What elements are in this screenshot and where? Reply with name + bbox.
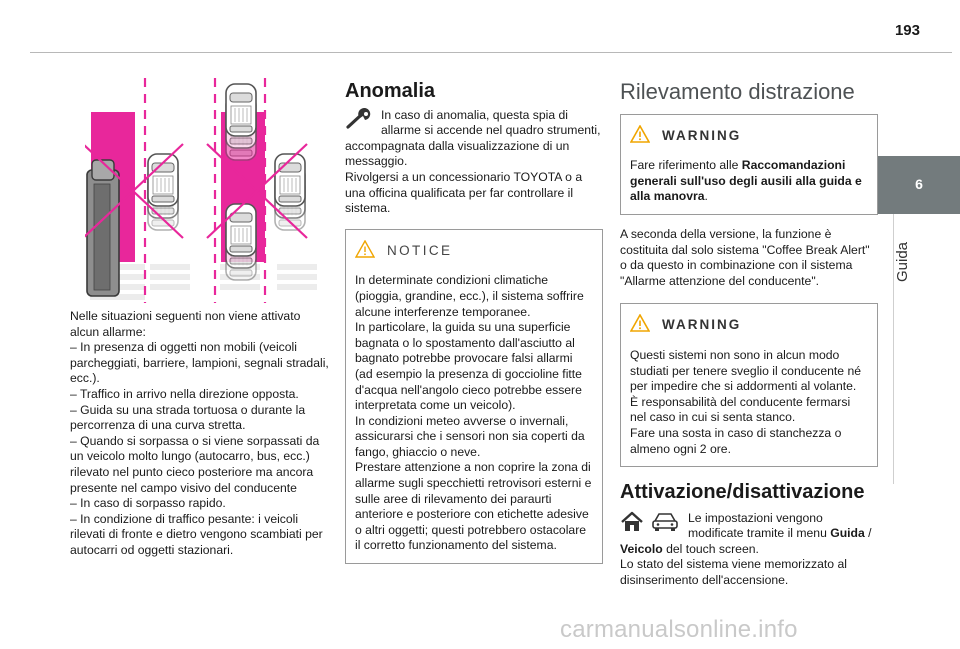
blind-spot-illustration [85,78,325,303]
distrazione-section [620,79,878,589]
warning-box-1 [620,114,878,215]
notice-paragraph: Prestare attenzione a non coprire la zona di allarme sugli specchietti retrovisori esterni e sulle aree di rilevamento dei paraurti anteriore e posteriore con etichette adesive o altri oggetti; questi potrebbero ostacolare il corretto funzionamento del sistema. [355,460,592,553]
warning-triangle-icon [630,314,650,336]
warning-title: WARNING [662,317,742,333]
situation-item: – In presenza di oggetti non mobili (veicoli parcheggiati, barriere, lampioni, segnali stradali, ecc.). [70,340,329,386]
warning-triangle-icon [630,125,650,147]
attivazione-heading: Attivazione/disattivazione [620,481,865,504]
attivazione-text: Le impostazioni vengono modificate tramite il menu Guida / Veicolo del touch screen. [620,510,872,556]
situation-item: – In condizione di traffico pesante: i veicoli rilevati di fronte e dietro vengono scambiati per autocarri od oggetti stazionari. [70,511,323,557]
notice-box [345,229,603,564]
anomalia-contact: Rivolgersi a un concessionario TOYOTA o a una officina qualificata per far controllare il sistema. [345,169,583,216]
watermark: carmanualsonline.info [560,616,798,643]
distrazione-body: A seconda della versione, la funzione è costituita dal solo sistema "Coffee Break Alert" o da questo in combinazione con il sistema "Allarme attenzione del conducente". [620,226,870,288]
notice-paragraph: In particolare, la guida su una superficie bagnata o lo spostamento dall'asciutto al bagnato potrebbe provocare falsi allarmi (ad esempio la presenza di goccioline fitte d'acqua nell'angolo cieco potrebbe essere interpretata come un veicolo). [355,320,582,413]
situation-item: – In caso di sorpasso rapido. [70,496,226,511]
recommendations-link[interactable]: Raccomandazioni generali sull'uso degli ausili alla guida e alla manovra [630,158,862,204]
warning-title: WARNING [662,127,742,143]
warning-box-2 [620,303,878,467]
intro-line: Nelle situazioni seguenti non viene attivato alcun allarme: [70,309,301,339]
wrench-icon [345,108,373,135]
anomalia-heading: Anomalia [345,80,436,102]
situation-item: – Traffico in arrivo nella direzione opposta. [70,386,299,401]
notice-paragraph: In condizioni meteo avverse o invernali, assicurarsi che i sensori non sia coperti da fango, ghiaccio o neve. [355,413,585,459]
car-settings-icon [650,511,680,538]
chapter-label: Guida [894,241,911,282]
menu-veicolo[interactable]: Veicolo [620,541,663,556]
warning-text: Fare riferimento alle Raccomandazioni generali sull'uso degli ausili alla guida e alla manovra. [630,158,862,204]
notice-title: NOTICE [387,242,453,258]
header-rule [30,52,952,53]
anomalia-section [345,80,603,564]
menu-guida[interactable]: Guida [830,526,865,541]
column-1-text [70,309,332,559]
attivazione-memo: Lo stato del sistema viene memorizzato al disinserimento dell'accensione. [620,557,847,588]
warning-paragraph: Fare una sosta in caso di stanchezza o almeno ogni 2 ore. [630,425,842,456]
home-icon [620,511,644,538]
warning-triangle-icon [355,240,375,262]
situation-item: – Guida su una strada tortuosa o durante la percorrenza di una curva stretta. [70,402,306,433]
chapter-tab[interactable] [878,156,960,214]
notice-paragraph: In determinate condizioni climatiche (pioggia, grandine, ecc.), il sistema soffrire alcune interferenze temporanee. [355,273,584,319]
warning-paragraph: Questi sistemi non sono in alcun modo studiati per tenere sveglio il conducente né per impedire che si addormenti al volante. [630,347,862,394]
anomalia-intro: In caso di anomalia, questa spia di allarme si accende nel quadro strumenti, accompagnata dalla visualizzazione di un messaggio. [345,107,601,169]
situation-item: – Quando si sorpassa o si viene sorpassati da un veicolo molto lungo (autocarro, bus, ecc.) rilevato nel punto cieco posteriore ma ancora presente nel campo visivo del conducente [70,433,320,495]
warning-paragraph: È responsabilità del conducente fermarsi nel caso in cui si senta stanco. [630,394,851,425]
page-number: 193 [894,22,920,39]
chapter-number: 6 [915,176,923,192]
distrazione-heading: Rilevamento distrazione [620,79,855,104]
